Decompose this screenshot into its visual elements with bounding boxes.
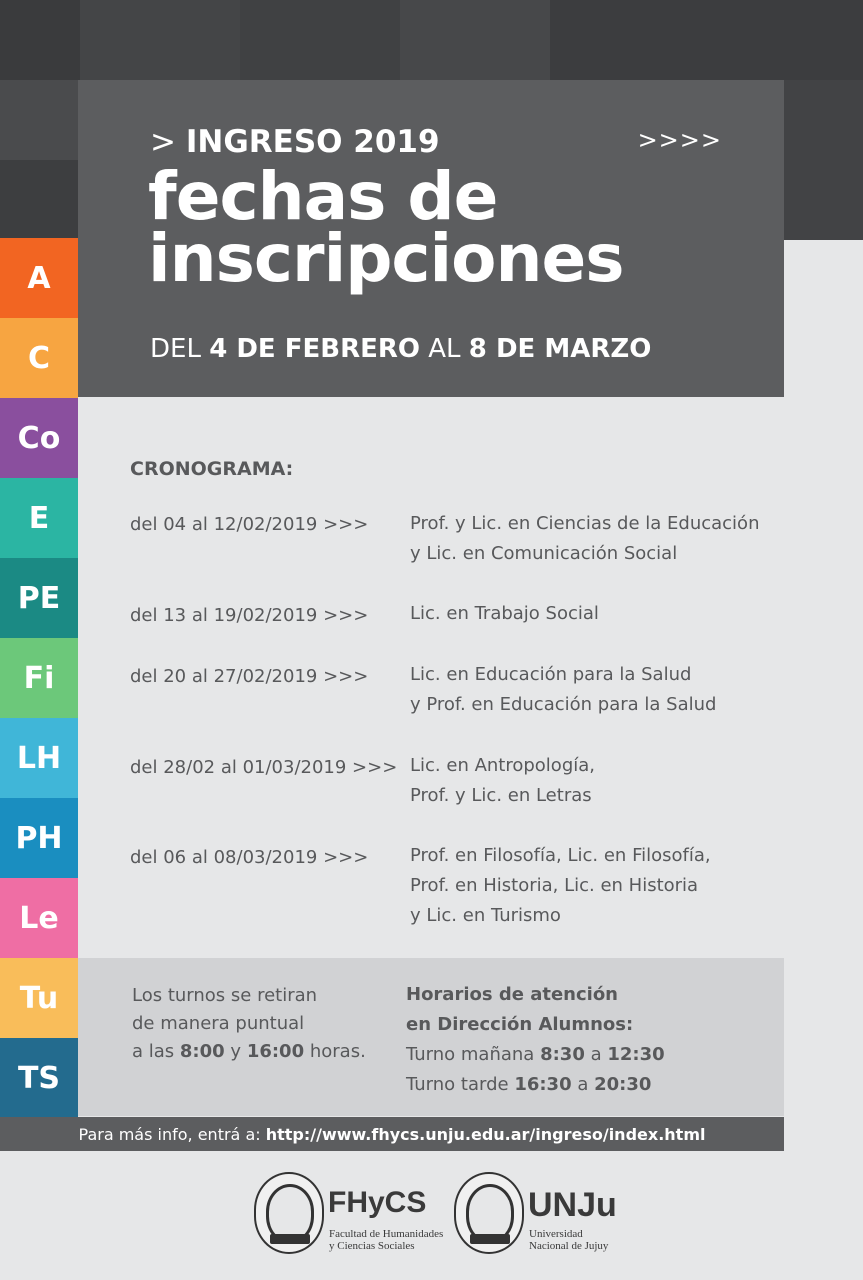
header-card: [78, 80, 784, 397]
unju-seal-icon: [454, 1172, 524, 1254]
schedule-programs: Lic. en Antropología, Prof. y Lic. en Letras: [410, 755, 596, 806]
title-line-2: inscripciones: [148, 220, 624, 297]
schedule-date: del 20 al 27/02/2019 >>>: [130, 666, 369, 687]
schedule-date: del 04 al 12/02/2019 >>>: [130, 514, 369, 535]
schedule-heading: CRONOGRAMA:: [130, 458, 294, 480]
career-tab-c: C: [0, 318, 78, 398]
schedule-date: del 28/02 al 01/03/2019 >>>: [130, 757, 398, 778]
schedule-programs: Lic. en Educación para la Salud y Prof. en Educación para la Salud: [410, 664, 717, 715]
office-hours: Horarios de atención en Dirección Alumnos: Turno mañana 8:30 a 12:30 Turno tarde 16:30 a 20:30: [406, 980, 665, 1100]
schedule-date: del 06 al 08/03/2019 >>>: [130, 847, 369, 868]
schedule-date: del 13 al 19/02/2019 >>>: [130, 605, 369, 626]
fhycs-seal-icon: [254, 1172, 324, 1254]
career-tab-lh: LH: [0, 718, 78, 798]
info-url-bar: Para más info, entrá a: http://www.fhycs.unju.edu.ar/ingreso/index.html: [0, 1117, 784, 1151]
kicker: > INGRESO 2019: [150, 124, 440, 160]
arrows-decoration: >>>>: [637, 126, 722, 154]
afternoon-hours: Turno tarde 16:30 a 20:30: [406, 1074, 652, 1095]
career-tab-ts: TS: [0, 1038, 78, 1118]
morning-hours: Turno mañana 8:30 a 12:30: [406, 1044, 665, 1065]
info-box: [78, 958, 784, 1116]
turnos-note: Los turnos se retiran de manera puntual a las 8:00 y 16:00 horas.: [132, 985, 366, 1062]
schedule-programs: Prof. y Lic. en Ciencias de la Educación y Lic. en Comunicación Social: [410, 513, 760, 564]
career-tab-e: E: [0, 478, 78, 558]
info-link[interactable]: http://www.fhycs.unju.edu.ar/ingreso/index.html: [265, 1124, 706, 1144]
title-line-1: fechas de: [148, 158, 498, 235]
career-tab-tu: Tu: [0, 958, 78, 1038]
page-title: [148, 158, 624, 297]
career-tab-le: Le: [0, 878, 78, 958]
office-hours-heading: Horarios de atención: [406, 984, 619, 1005]
schedule-programs: Prof. en Filosofía, Lic. en Filosofía, Prof. en Historia, Lic. en Historia y Lic. en Turismo: [410, 845, 711, 926]
career-tab-co: Co: [0, 398, 78, 478]
kicker-title: INGRESO 2019: [185, 124, 440, 160]
schedule-programs: Lic. en Trabajo Social: [410, 603, 599, 624]
career-tab-ph: PH: [0, 798, 78, 878]
career-tab-a: A: [0, 238, 78, 318]
career-tab-pe: PE: [0, 558, 78, 638]
date-range: DEL 4 DE FEBRERO AL 8 DE MARZO: [150, 334, 652, 364]
career-tab-fi: Fi: [0, 638, 78, 718]
